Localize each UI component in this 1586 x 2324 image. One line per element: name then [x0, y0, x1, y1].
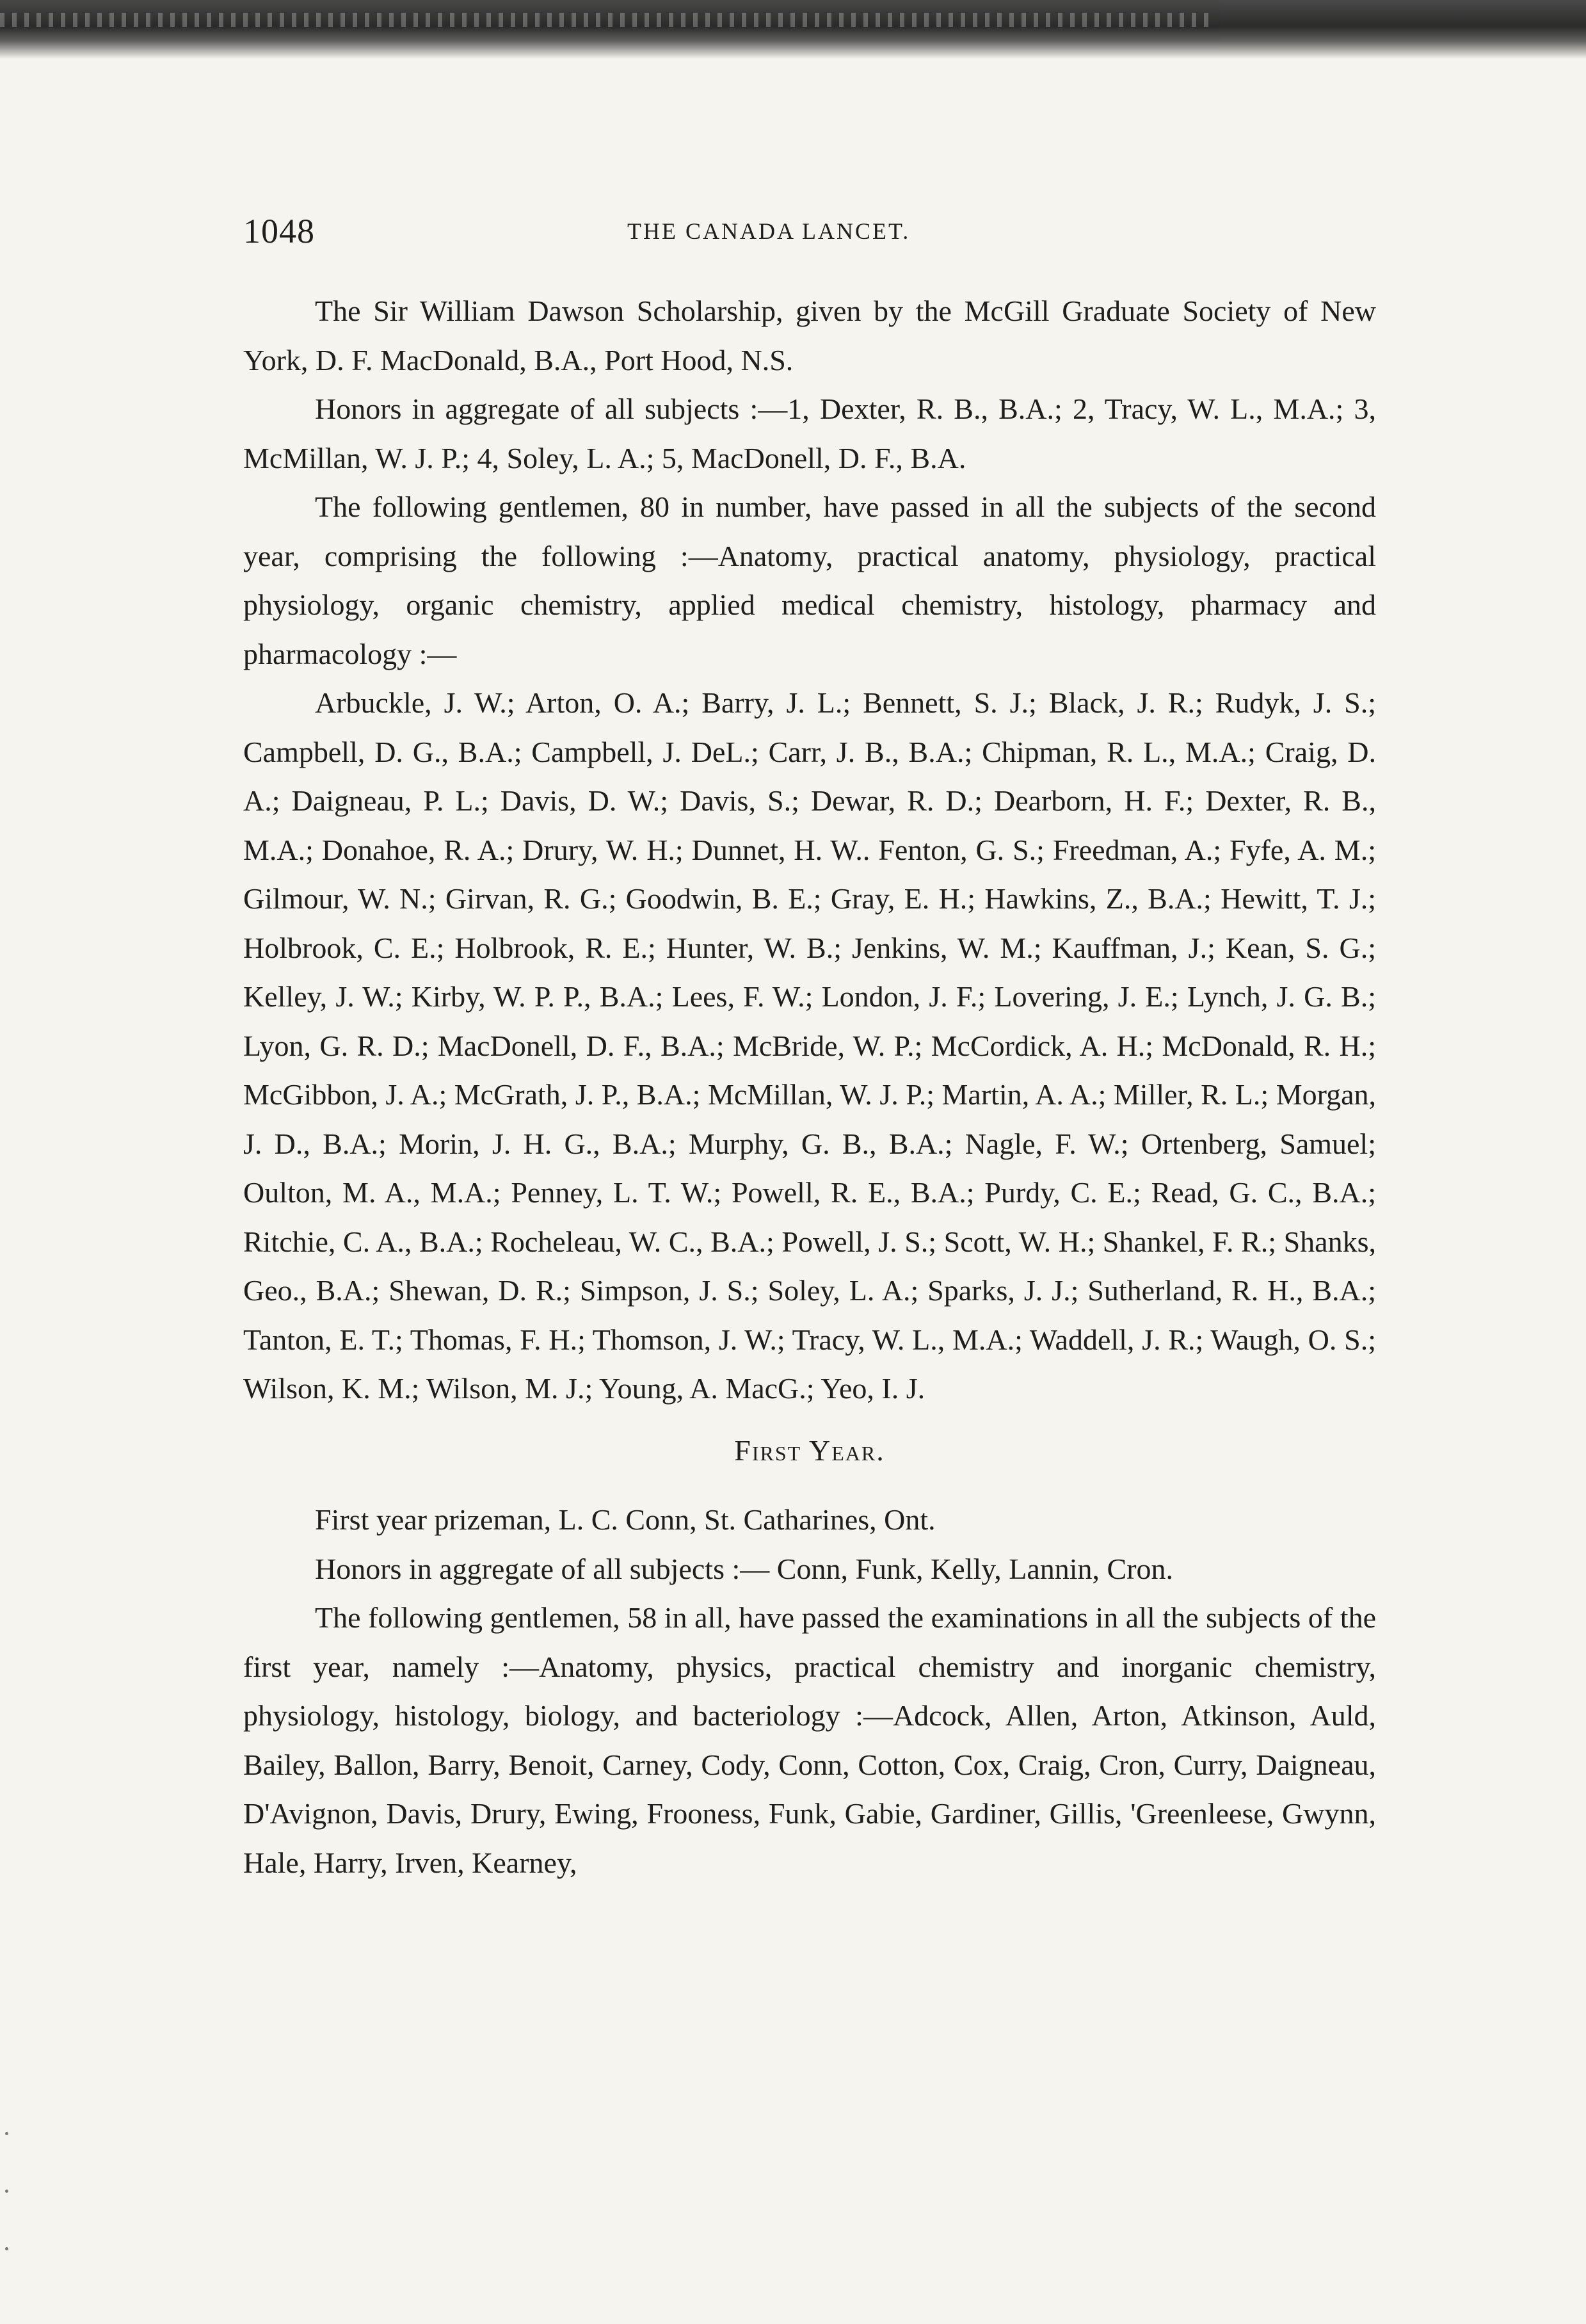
- running-title: THE CANADA LANCET.: [627, 218, 911, 244]
- paragraph-passed-second-year-intro: The following gentlemen, 80 in number, have passed in all the subjects of the second year, comprising the following :—Anatomy, practical anatomy, physiology, practical physiology, organic chemistry, applied medical chemistry, histology, pharmacy and pharmacology :—: [243, 490, 1376, 670]
- margin-speck: [5, 2132, 8, 2135]
- body-text: [243, 287, 1376, 1887]
- section-heading-first-year: First Year.: [734, 1433, 885, 1467]
- page-header: [243, 211, 1376, 262]
- paragraph-passed-first-year: The following gentlemen, 58 in all, have passed the examinations in all the subjects of the first year, namely :—Anatomy, physics, practical chemistry and inorganic chemistry, physiology, histology, biology, and bacteriology :—Adcock, Allen, Arton, Atkinson, Auld, Bailey, Ballon, Barry, Benoit, Carney, Cody, Conn, Cotton, Cox, Craig, Cron, Curry, Daigneau, D'Avignon, Davis, Drury, Ewing, Frooness, Funk, Gabie, Gardiner, Gillis, 'Greenleese, Gwynn, Hale, Harry, Irven, Kearney,: [243, 1601, 1376, 1879]
- margin-speck: [5, 2247, 8, 2250]
- paragraph-first-year-prizeman: First year prizeman, L. C. Conn, St. Catharines, Ont.: [315, 1503, 936, 1536]
- paragraph-honors-second-year: Honors in aggregate of all subjects :—1, Dexter, R. B., B.A.; 2, Tracy, W. L., M.A.; 3, McMillan, W. J. P.; 4, Soley, L. A.; 5, MacDonell, D. F., B.A.: [243, 392, 1376, 474]
- margin-speck: [5, 2190, 8, 2193]
- paragraph-dawson-scholarship: The Sir William Dawson Scholarship, given by the McGill Graduate Society of New York, D. F. MacDonald, B.A., Port Hood, N.S.: [243, 295, 1376, 376]
- paragraph-passed-second-year-names: Arbuckle, J. W.; Arton, O. A.; Barry, J. L.; Bennett, S. J.; Black, J. R.; Rudyk, J. S.; Campbell, D. G., B.A.; Campbell, J. DeL.; Carr, J. B., B.A.; Chipman, R. L., M.A.; Craig, D. A.; Daigneau, P. L.; Davis, D. W.; Davis, S.; Dewar, R. D.; Dearborn, H. F.; Dexter, R. B., M.A.; Donahoe, R. A.; Drury, W. H.; Dunnet, H. W.. Fenton, G. S.; Freedman, A.; Fyfe, A. M.; Gilmour, W. N.; Girvan, R. G.; Goodwin, B. E.; Gray, E. H.; Hawkins, Z., B.A.; Hewitt, T. J.; Holbrook, C. E.; Holbrook, R. E.; Hunter, W. B.; Jenkins, W. M.; Kauffman, J.; Kean, S. G.; Kelley, J. W.; Kirby, W. P. P., B.A.; Lees, F. W.; London, J. F.; Lovering, J. E.; Lynch, J. G. B.; Lyon, G. R. D.; MacDonell, D. F., B.A.; McBride, W. P.; McCordick, A. H.; McDonald, R. H.; McGibbon, J. A.; McGrath, J. P., B.A.; McMillan, W. J. P.; Martin, A. A.; Miller, R. L.; Morgan, J. D., B.A.; Morin, J. H. G., B.A.; Murphy, G. B., B.A.; Nagle, F. W.; Ortenberg, Samuel; Oulton, M. A., M.A.; Penney, L. T. W.; Powell, R. E., B.A.; Purdy, C. E.; Read, G. C., B.A.; Ritchie, C. A., B.A.; Rocheleau, W. C., B.A.; Powell, J. S.; Scott, W. H.; Shankel, F. R.; Shanks, Geo., B.A.; Shewan, D. R.; Simpson, J. S.; Soley, L. A.; Sparks, J. J.; Sutherland, R. H., B.A.; Tanton, E. T.; Thomas, F. H.; Thomson, J. W.; Tracy, W. L., M.A.; Waddell, J. R.; Waugh, O. S.; Wilson, K. M.; Wilson, M. J.; Young, A. MacG.; Yeo, I. J.: [243, 686, 1376, 1405]
- paragraph-honors-first-year: Honors in aggregate of all subjects :— Conn, Funk, Kelly, Lannin, Cron.: [315, 1552, 1174, 1585]
- scan-edge-artifact: [0, 0, 1586, 59]
- page-number: 1048: [243, 212, 315, 250]
